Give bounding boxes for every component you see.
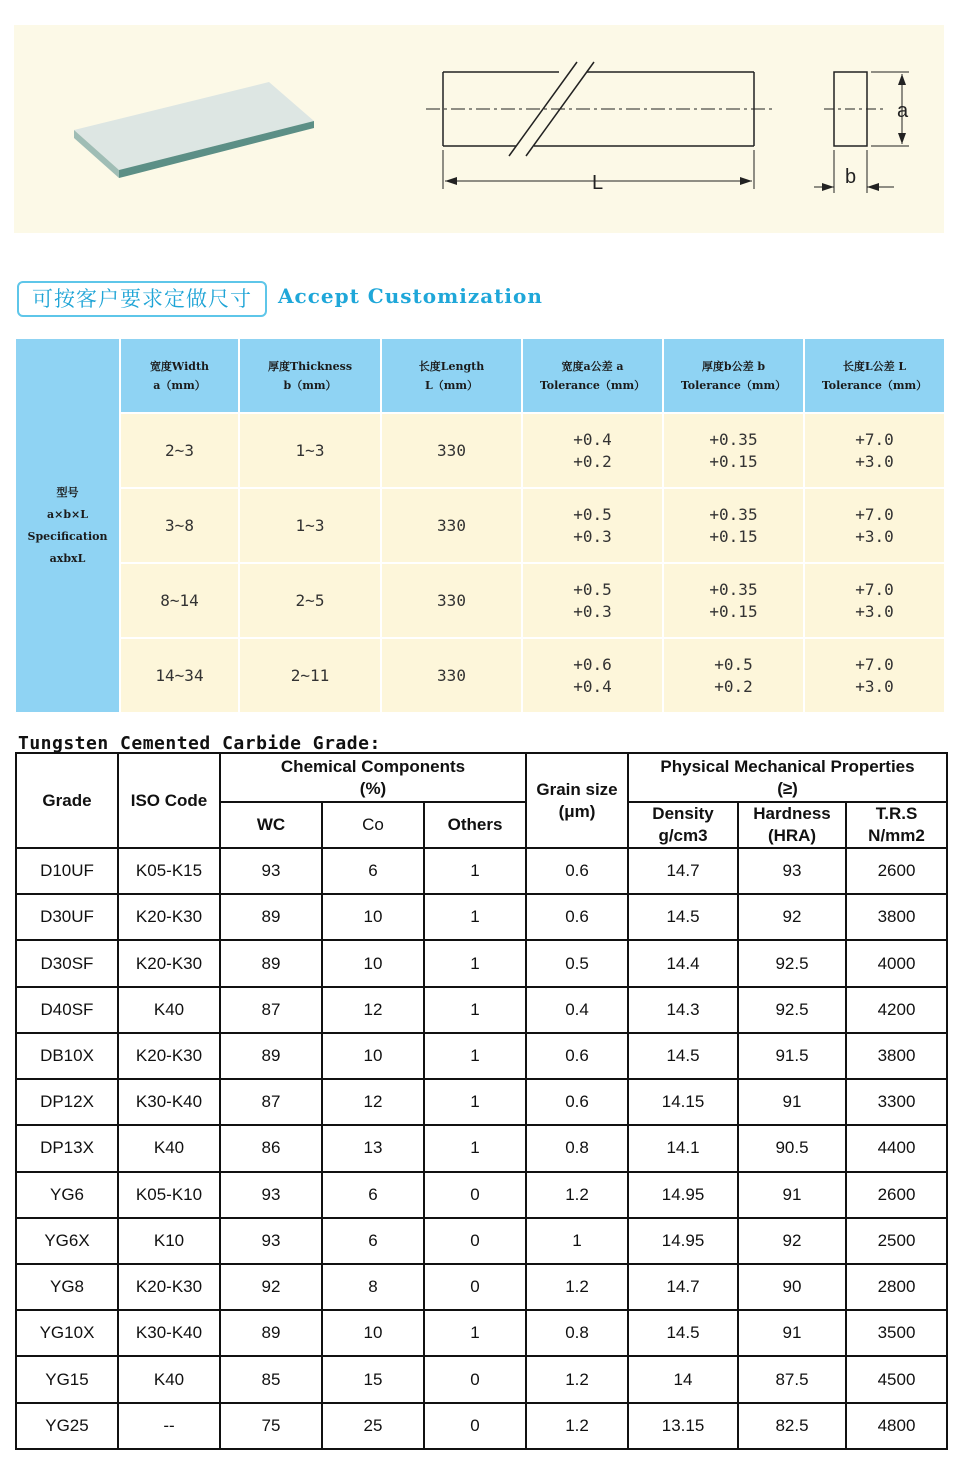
grain-size-cell: 1.2 [526,1403,628,1449]
table-row [16,1079,947,1125]
table-row [16,848,947,894]
grade-cell: DP12X [16,1079,118,1125]
table-row [16,987,947,1033]
tol-l-cell: +7.0 +3.0 [804,488,945,563]
grade-cell: YG25 [16,1403,118,1449]
tol-b-cell: +0.5 +0.2 [663,638,804,713]
grade-cell: YG6X [16,1218,118,1264]
wc-cell: 86 [220,1125,322,1171]
co-cell: 6 [322,848,424,894]
density-cell: 14.3 [628,987,738,1033]
header-grade: Grade [16,753,118,848]
width-cell: 8~14 [120,563,239,638]
table-row [16,1218,947,1264]
iso-code-cell: K30-K40 [118,1310,220,1356]
wc-cell: 93 [220,1172,322,1218]
grain-size-cell: 1.2 [526,1172,628,1218]
co-cell: 6 [322,1172,424,1218]
hardness-cell: 91 [738,1310,846,1356]
grade-table-title: Tungsten Cemented Carbide Grade: [18,733,381,754]
wc-cell: 93 [220,848,322,894]
length-cell: 330 [381,638,522,713]
grade-cell: YG6 [16,1172,118,1218]
density-cell: 13.15 [628,1403,738,1449]
header-iso-code: ISO Code [118,753,220,848]
diagram-svg [14,25,944,233]
trs-cell: 3500 [846,1310,947,1356]
grade-cell: YG8 [16,1264,118,1310]
hardness-cell: 93 [738,848,846,894]
spec-label: a×b×L [47,507,88,521]
dimension-label-b: b [845,166,857,188]
tol-a-cell: +0.5 +0.3 [522,488,663,563]
co-cell: 10 [322,940,424,986]
hardness-cell: 91 [738,1079,846,1125]
others-cell: 0 [424,1172,526,1218]
length-cell: 330 [381,563,522,638]
tol-a-cell: +0.6 +0.4 [522,638,663,713]
grain-size-cell: 1.2 [526,1264,628,1310]
thickness-cell: 1~3 [239,413,381,488]
header-co: Co [322,802,424,848]
iso-code-cell: K40 [118,1125,220,1171]
section-view-drawing [814,72,909,193]
tol-b-cell: +0.35 +0.15 [663,563,804,638]
wc-cell: 92 [220,1264,322,1310]
density-cell: 14.95 [628,1172,738,1218]
header-chemical-components: Chemical Components (%) [220,753,526,802]
thickness-cell: 1~3 [239,488,381,563]
co-cell: 10 [322,894,424,940]
trs-cell: 2600 [846,848,947,894]
length-cell: 330 [381,488,522,563]
table-row [16,1403,947,1449]
others-cell: 1 [424,848,526,894]
hardness-cell: 92 [738,894,846,940]
spec-label: axbxL [49,551,86,565]
trs-cell: 4400 [846,1125,947,1171]
tol-l-cell: +7.0 +3.0 [804,638,945,713]
carbide-strip-image [74,82,314,178]
tol-b-cell: +0.35 +0.15 [663,488,804,563]
table-row [16,1310,947,1356]
others-cell: 1 [424,1310,526,1356]
wc-cell: 89 [220,894,322,940]
product-diagram [14,25,944,233]
co-cell: 12 [322,987,424,1033]
arrow-left-icon [445,177,457,185]
size-header-row [15,338,945,413]
grain-size-cell: 0.8 [526,1125,628,1171]
density-cell: 14.95 [628,1218,738,1264]
trs-cell: 4800 [846,1403,947,1449]
grain-size-cell: 0.6 [526,1079,628,1125]
others-cell: 0 [424,1264,526,1310]
density-cell: 14.5 [628,1033,738,1079]
table-row [16,1172,947,1218]
trs-cell: 3300 [846,1079,947,1125]
trs-cell: 2500 [846,1218,947,1264]
tol-a-cell: +0.5 +0.3 [522,563,663,638]
grade-cell: DP13X [16,1125,118,1171]
customization-title: Accept Customization [278,284,543,308]
header-grain-size: Grain size (μm) [526,753,628,848]
hardness-cell: 87.5 [738,1356,846,1402]
size-spec-table [14,337,946,714]
col-header-thickness: 厚度Thickness b（mm） [239,338,381,413]
width-cell: 14~34 [120,638,239,713]
table-row [16,1264,947,1310]
col-header-width: 宽度Width a（mm） [120,338,239,413]
density-cell: 14.1 [628,1125,738,1171]
grain-size-cell: 0.6 [526,848,628,894]
co-cell: 10 [322,1310,424,1356]
table-row [16,894,947,940]
others-cell: 0 [424,1403,526,1449]
grade-header-row [16,753,947,802]
density-cell: 14.7 [628,1264,738,1310]
arrow-right-icon [822,183,834,191]
trs-cell: 4000 [846,940,947,986]
grain-size-cell: 1.2 [526,1356,628,1402]
arrow-up-icon [898,74,906,85]
table-row [16,940,947,986]
width-cell: 2~3 [120,413,239,488]
iso-code-cell: K05-K15 [118,848,220,894]
hardness-cell: 90 [738,1264,846,1310]
spec-header-cell [15,338,120,713]
tol-b-cell: +0.35 +0.15 [663,413,804,488]
col-header-length: 长度Length L（mm） [381,338,522,413]
others-cell: 1 [424,1125,526,1171]
trs-cell: 2600 [846,1172,947,1218]
size-row [15,563,945,638]
others-cell: 1 [424,940,526,986]
col-header-tol-l: 长度L公差 L Tolerance（mm） [804,338,945,413]
iso-code-cell: K20-K30 [118,1033,220,1079]
density-cell: 14.5 [628,894,738,940]
hardness-cell: 92.5 [738,987,846,1033]
co-cell: 13 [322,1125,424,1171]
dimension-label-l: L [592,172,604,194]
density-cell: 14.4 [628,940,738,986]
iso-code-cell: K20-K30 [118,940,220,986]
header-others: Others [424,802,526,848]
hardness-cell: 91 [738,1172,846,1218]
header-density: Density g/cm3 [628,802,738,848]
iso-code-cell: K10 [118,1218,220,1264]
tol-l-cell: +7.0 +3.0 [804,413,945,488]
grain-size-cell: 0.4 [526,987,628,1033]
wc-cell: 89 [220,940,322,986]
col-header-tol-a: 宽度a公差 a Tolerance（mm） [522,338,663,413]
size-row [15,638,945,713]
grade-table [15,752,948,1450]
thickness-cell: 2~5 [239,563,381,638]
co-cell: 6 [322,1218,424,1264]
wc-cell: 93 [220,1218,322,1264]
iso-code-cell: K30-K40 [118,1079,220,1125]
wc-cell: 89 [220,1310,322,1356]
table-row [16,1033,947,1079]
grade-cell: D40SF [16,987,118,1033]
co-cell: 15 [322,1356,424,1402]
grade-cell: YG10X [16,1310,118,1356]
iso-code-cell: -- [118,1403,220,1449]
size-row [15,413,945,488]
co-cell: 10 [322,1033,424,1079]
iso-code-cell: K20-K30 [118,894,220,940]
grain-size-cell: 0.6 [526,1033,628,1079]
tol-l-cell: +7.0 +3.0 [804,563,945,638]
wc-cell: 85 [220,1356,322,1402]
grade-cell: YG15 [16,1356,118,1402]
wc-cell: 89 [220,1033,322,1079]
trs-cell: 3800 [846,894,947,940]
grade-cell: D10UF [16,848,118,894]
hardness-cell: 92.5 [738,940,846,986]
density-cell: 14.15 [628,1079,738,1125]
tol-a-cell: +0.4 +0.2 [522,413,663,488]
iso-code-cell: K40 [118,1356,220,1402]
hardness-cell: 82.5 [738,1403,846,1449]
arrow-left-icon [867,183,879,191]
col-header-tol-b: 厚度b公差 b Tolerance（mm） [663,338,804,413]
grade-cell: DB10X [16,1033,118,1079]
grain-size-cell: 1 [526,1218,628,1264]
others-cell: 1 [424,987,526,1033]
trs-cell: 2800 [846,1264,947,1310]
density-cell: 14.5 [628,1310,738,1356]
trs-cell: 4500 [846,1356,947,1402]
spec-label: 型号 [56,485,79,499]
thickness-cell: 2~11 [239,638,381,713]
dimension-label-a: a [897,100,909,122]
arrow-right-icon [740,177,752,185]
density-cell: 14.7 [628,848,738,894]
iso-code-cell: K40 [118,987,220,1033]
front-view-drawing [426,62,774,189]
header-wc: WC [220,802,322,848]
header-trs: T.R.S N/mm2 [846,802,947,848]
grain-size-cell: 0.6 [526,894,628,940]
header-physical-properties: Physical Mechanical Properties (≥) [628,753,947,802]
grain-size-cell: 0.8 [526,1310,628,1356]
grade-cell: D30SF [16,940,118,986]
others-cell: 0 [424,1356,526,1402]
iso-code-cell: K05-K10 [118,1172,220,1218]
table-row [16,1125,947,1171]
header-hardness: Hardness (HRA) [738,802,846,848]
trs-cell: 4200 [846,987,947,1033]
length-cell: 330 [381,413,522,488]
co-cell: 12 [322,1079,424,1125]
table-row [16,1356,947,1402]
grade-cell: D30UF [16,894,118,940]
grain-size-cell: 0.5 [526,940,628,986]
others-cell: 1 [424,894,526,940]
others-cell: 1 [424,1079,526,1125]
trs-cell: 3800 [846,1033,947,1079]
hardness-cell: 90.5 [738,1125,846,1171]
arrow-down-icon [898,133,906,144]
others-cell: 1 [424,1033,526,1079]
wc-cell: 75 [220,1403,322,1449]
size-row [15,488,945,563]
customization-badge: 可按客户要求定做尺寸 [17,281,267,317]
width-cell: 3~8 [120,488,239,563]
wc-cell: 87 [220,987,322,1033]
density-cell: 14 [628,1356,738,1402]
hardness-cell: 91.5 [738,1033,846,1079]
spec-label: Specification [27,529,108,543]
hardness-cell: 92 [738,1218,846,1264]
wc-cell: 87 [220,1079,322,1125]
iso-code-cell: K20-K30 [118,1264,220,1310]
grade-table-body [16,848,947,1449]
co-cell: 25 [322,1403,424,1449]
others-cell: 0 [424,1218,526,1264]
co-cell: 8 [322,1264,424,1310]
